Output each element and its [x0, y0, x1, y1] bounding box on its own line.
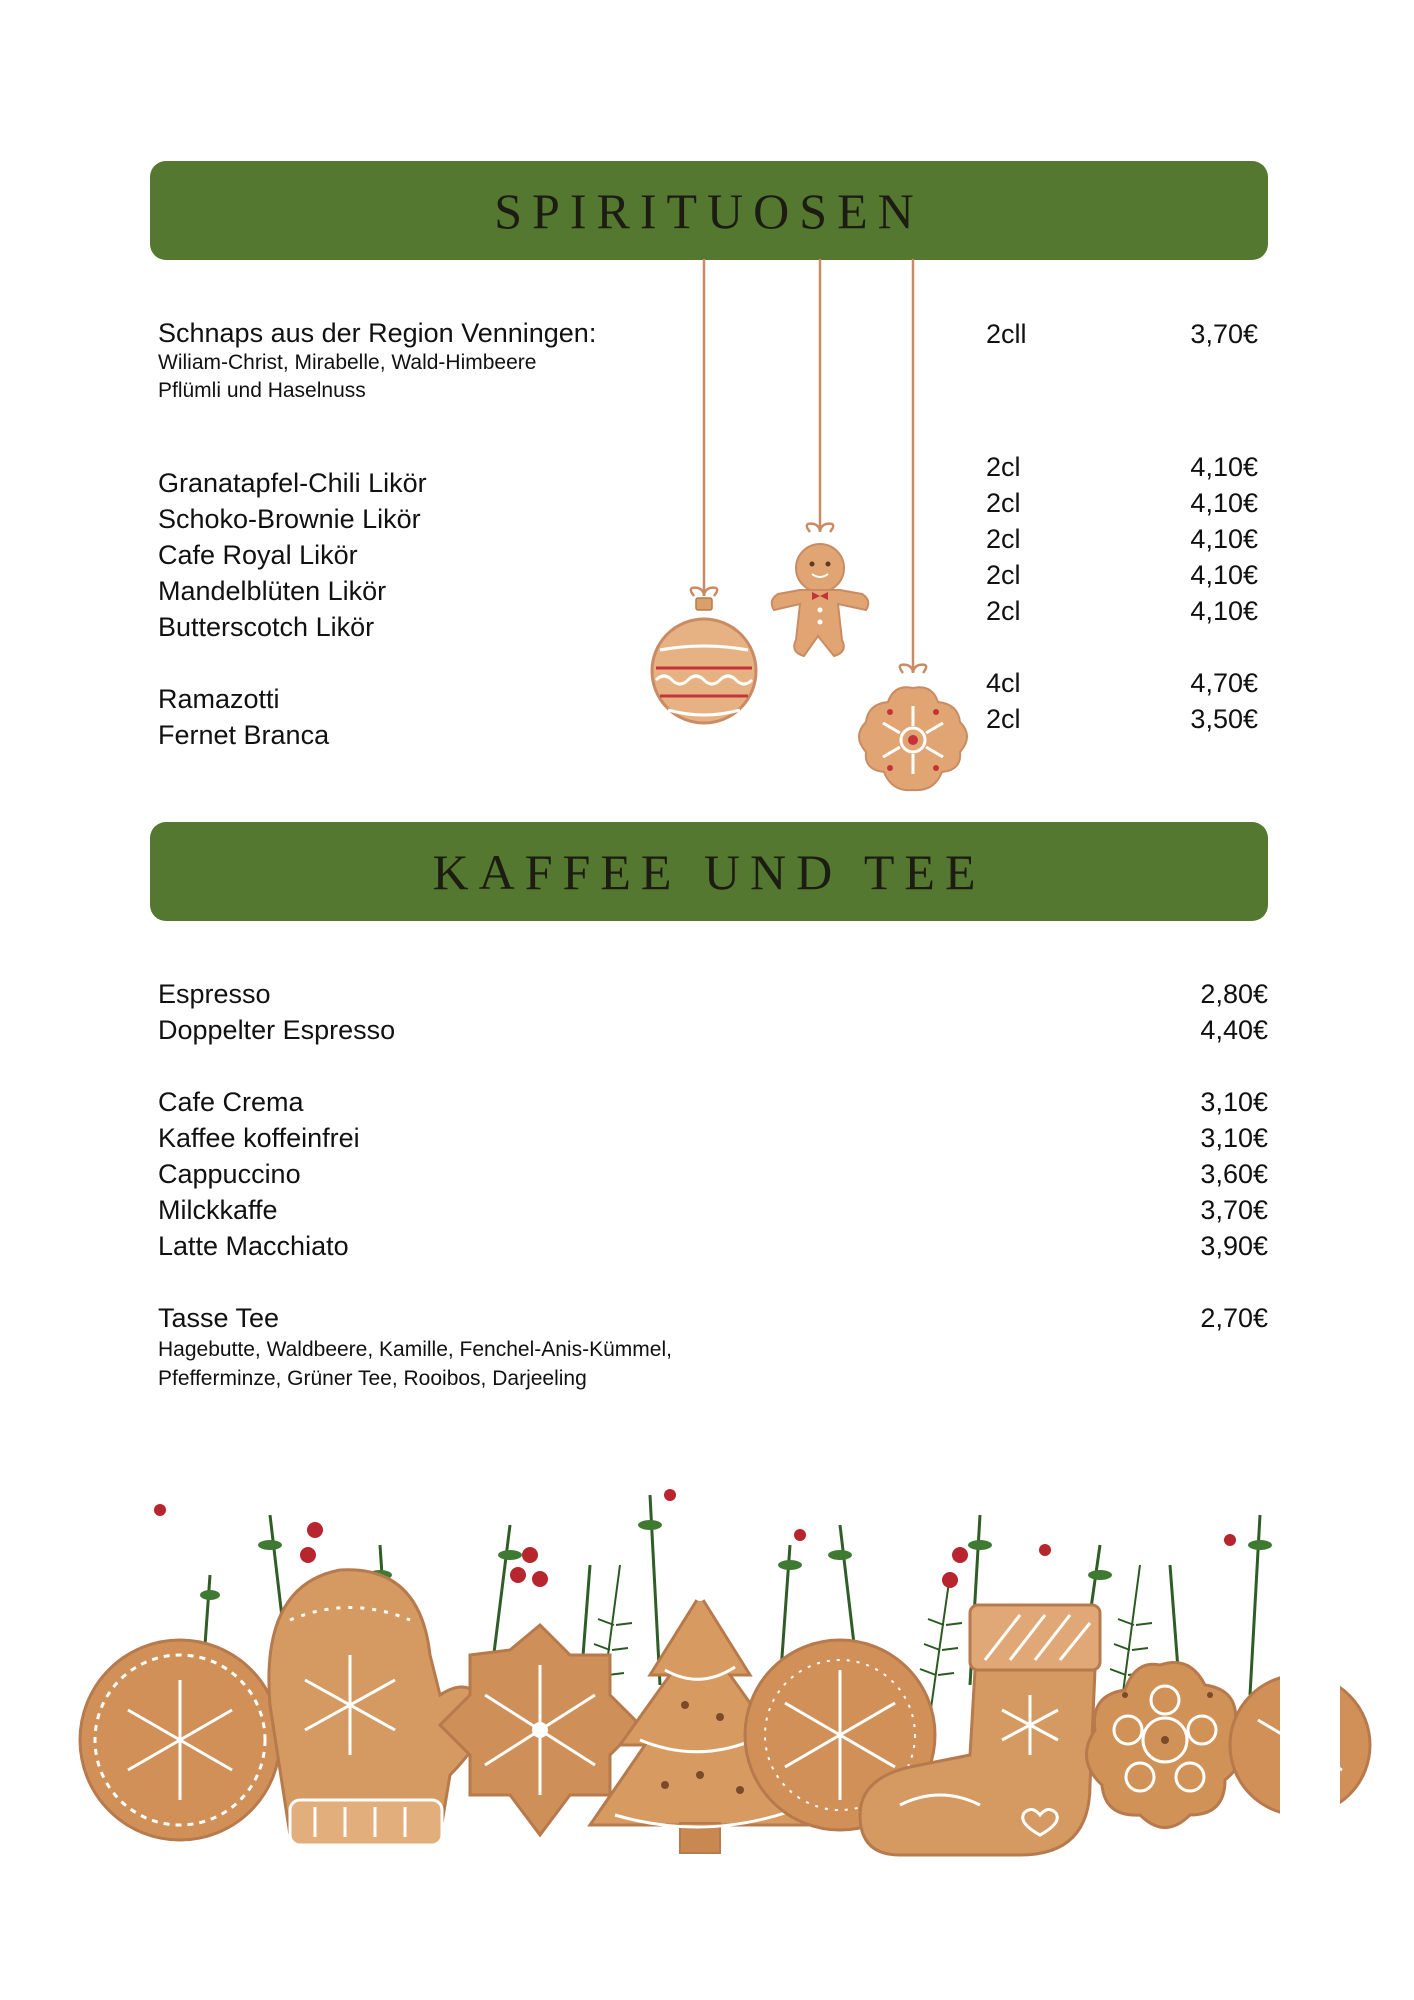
menu-item-quantity: 2cl [986, 452, 1021, 482]
menu-item-name: Cafe Crema [158, 1087, 304, 1117]
menu-item-detail: Wiliam-Christ, Mirabelle, Wald-Himbeere [158, 351, 537, 374]
menu-item-price: 3,10€ [1200, 1123, 1268, 1153]
menu-item-detail: Pfefferminze, Grüner Tee, Rooibos, Darjeeling [158, 1367, 587, 1390]
menu-item-price: 4,10€ [1190, 488, 1258, 518]
menu-item-name: Milckkaffe [158, 1195, 278, 1225]
menu-item-name: Latte Macchiato [158, 1231, 349, 1261]
menu-item-price: 2,80€ [1200, 979, 1268, 1009]
menu-item-price: 4,10€ [1190, 452, 1258, 482]
menu-item-detail: Pflümli und Haselnuss [158, 379, 366, 402]
ornament-ball-icon [652, 588, 756, 723]
menu-item-quantity: 2cl [986, 524, 1021, 554]
menu-item-price: 4,10€ [1190, 596, 1258, 626]
menu-item-name: Cafe Royal Likör [158, 540, 358, 570]
menu-item-name: Doppelter Espresso [158, 1015, 396, 1045]
section-title-spirits: SPIRITUOSEN [494, 182, 924, 239]
menu-item-name: Mandelblüten Likör [158, 576, 387, 606]
menu-item-quantity: 2cl [986, 560, 1021, 590]
menu-item-name: Tasse Tee [158, 1303, 280, 1333]
menu-item-name: Ramazotti [158, 684, 280, 714]
menu-item-name: Schnaps aus der Region Venningen: [158, 318, 597, 348]
menu-item-price: 3,90€ [1200, 1231, 1268, 1261]
round-cookie [80, 1640, 280, 1840]
menu-item-name: Espresso [158, 979, 271, 1009]
menu-item-name: Cappuccino [158, 1159, 301, 1189]
section-banner-coffee [150, 822, 1268, 921]
menu-item-price: 3,50€ [1190, 704, 1258, 734]
menu-item-name: Schoko-Brownie Likör [158, 504, 421, 534]
menu-item-price: 4,70€ [1190, 668, 1258, 698]
flower-cookie [1086, 1663, 1243, 1828]
gingerbread-man-icon [772, 524, 869, 656]
menu-item-price: 4,10€ [1190, 524, 1258, 554]
gingerbread-cookie-border [140, 1455, 1280, 1865]
mitten-cookie [269, 1570, 486, 1845]
section-title-coffee: KAFFEE UND TEE [432, 843, 986, 900]
menu-item-price: 3,10€ [1200, 1087, 1268, 1117]
menu-item-name: Fernet Branca [158, 720, 330, 750]
menu-item-quantity: 2cl [986, 704, 1021, 734]
menu-item-price: 3,70€ [1190, 319, 1258, 349]
menu-item-detail: Hagebutte, Waldbeere, Kamille, Fenchel-Anis-Kümmel, [158, 1338, 672, 1361]
menu-item-name: Granatapfel-Chili Likör [158, 468, 427, 498]
menu-item-price: 2,70€ [1200, 1303, 1268, 1333]
menu-item-quantity: 4cl [986, 668, 1021, 698]
menu-item-quantity: 2cll [986, 319, 1027, 349]
menu-item-price: 3,60€ [1200, 1159, 1268, 1189]
menu-item-price: 3,70€ [1200, 1195, 1268, 1225]
menu-item-price: 4,10€ [1190, 560, 1258, 590]
menu-item-name: Butterscotch Likör [158, 612, 375, 642]
menu-item-price: 4,40€ [1200, 1015, 1268, 1045]
menu-item-quantity: 2cl [986, 488, 1021, 518]
menu-item-quantity: 2cl [986, 596, 1021, 626]
snowflake-cookie-icon [859, 665, 967, 791]
menu-item-name: Kaffee koffeinfrei [158, 1123, 360, 1153]
